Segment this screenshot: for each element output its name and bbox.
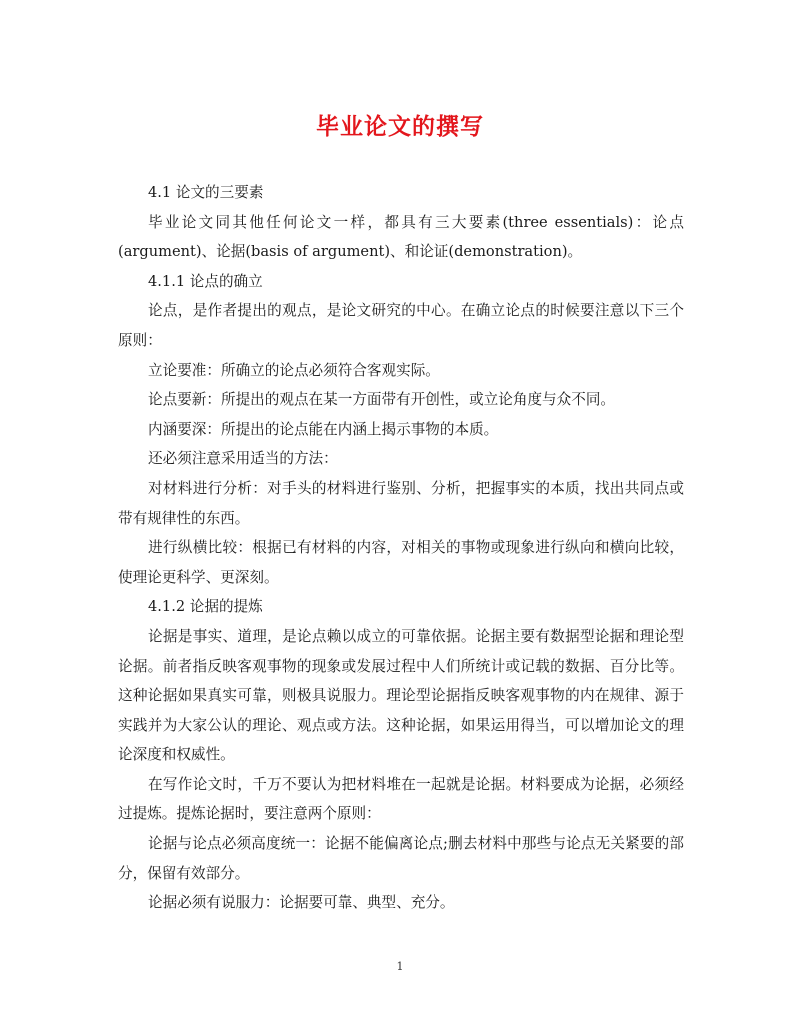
paragraph: 对材料进行分析：对手头的材料进行鉴别、分析，把握事实的本质，找出共同点或带有规律性的东西。: [118, 479, 684, 527]
paragraph: 在写作论文时，千万不要认为把材料堆在一起就是论据。材料要成为论据，必须经过提炼。提炼论据时，要注意两个原则：: [118, 775, 684, 823]
document-title: 毕业论文的撰写: [316, 113, 484, 140]
paragraph: 毕业论文同其他任何论文一样，都具有三大要素(three essentials)：论点(argument)、论据(basis of argument)、和论证(demonstration)。: [118, 213, 684, 261]
section-heading-4-1-2: 4.1.2 论据的提炼: [148, 598, 263, 616]
paragraph: 还必须注意采用适当的方法：: [148, 450, 338, 468]
paragraph: 内涵要深：所提出的论点能在内涵上揭示事物的本质。: [148, 420, 499, 438]
paragraph: 立论要准：所确立的论点必须符合客观实际。: [148, 361, 440, 379]
paragraph: 论据是事实、道理，是论点赖以成立的可靠依据。论据主要有数据型论据和理论型论据。前者指反映客观事物的现象或发展过程中人们所统计或记载的数据、百分比等。这种论据如果真实可靠，则极具说服力。理论型论据指反映客观事物的内在规律、源于实践并为大家公认的理论、观点或方法。这种论据，如果运用得当，可以增加论文的理论深度和权威性。: [118, 627, 684, 764]
section-heading-4-1: 4.1 论文的三要素: [148, 184, 264, 201]
section-heading-4-1-1: 4.1.1 论点的确立: [148, 272, 263, 290]
paragraph: 论点，是作者提出的观点，是论文研究的中心。在确立论点的时候要注意以下三个原则：: [118, 302, 684, 349]
paragraph: 论据必须有说服力：论据要可靠、典型、充分。: [148, 894, 455, 912]
document-body: [118, 178, 684, 918]
paragraph: 论据与论点必须高度统一：论据不能偏离论点;删去材料中那些与论点无关紧要的部分，保留有效部分。: [118, 835, 684, 882]
paragraph: 进行纵横比较：根据已有材料的内容，对相关的事物或现象进行纵向和横向比较，使理论更科学、更深刻。: [118, 539, 684, 586]
page-number: 1: [396, 960, 404, 973]
paragraph: 论点要新：所提出的观点在某一方面带有开创性，或立论角度与众不同。: [148, 391, 616, 409]
